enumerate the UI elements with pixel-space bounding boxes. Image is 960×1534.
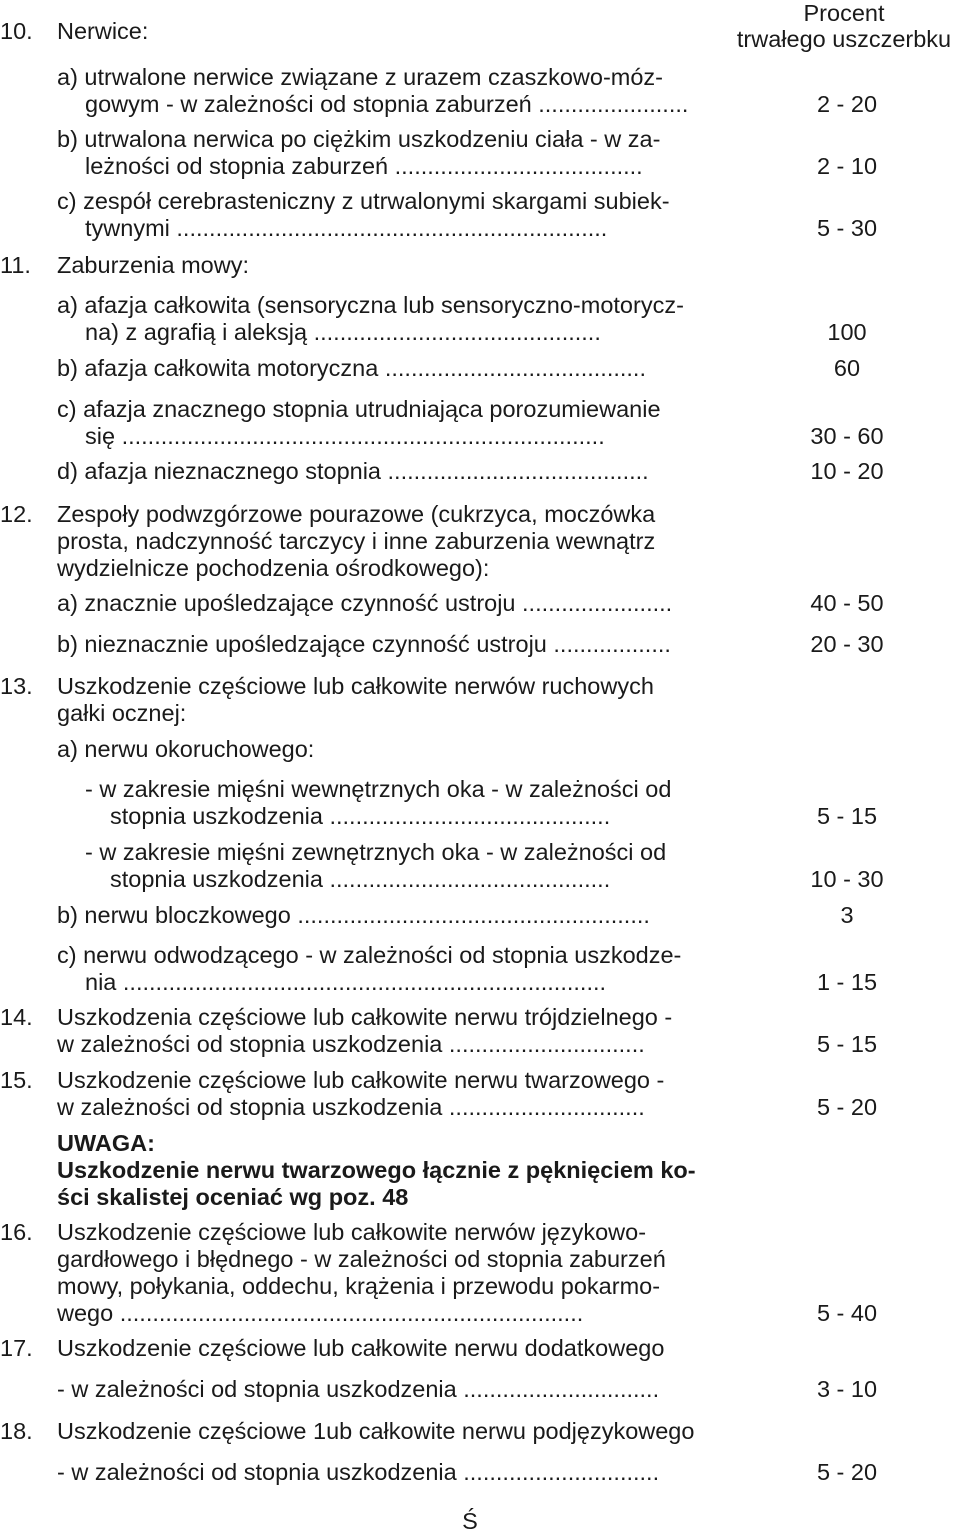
percent-value: 5 - 30 bbox=[816, 215, 878, 241]
item-text: prosta, nadczynność tarczycy i inne zaburzenia wewnątrz bbox=[57, 528, 656, 554]
item-number: 11. bbox=[0, 252, 31, 278]
item-text: a) nerwu okoruchowego: bbox=[57, 736, 315, 762]
item-text: - w zależności od stopnia uszkodzenia .............................. bbox=[57, 1459, 660, 1485]
item-text: gardłowego i błędnego - w zależności od stopnia zaburzeń bbox=[57, 1246, 666, 1272]
item-text: wydzielnicze pochodzenia ośrodkowego): bbox=[57, 555, 490, 581]
item-number: 16. bbox=[0, 1219, 33, 1245]
item-text: a) utrwalone nerwice związane z urazem czaszkowo-móz- bbox=[57, 64, 663, 90]
percent-value: 1 - 15 bbox=[816, 969, 878, 995]
item-text: c) afazja znacznego stopnia utrudniająca porozumiewanie bbox=[57, 396, 661, 422]
item-text: Uszkodzenie częściowe 1ub całkowite nerwu podjęzykowego bbox=[57, 1418, 695, 1444]
item-text: Uszkodzenie częściowe lub całkowite nerwów ruchowych bbox=[57, 673, 654, 699]
item-text: wego ....................................................................... bbox=[57, 1300, 584, 1326]
item-text: - w zależności od stopnia uszkodzenia .............................. bbox=[57, 1376, 660, 1402]
percent-value: 2 - 10 bbox=[816, 153, 878, 179]
percent-value: 10 - 20 bbox=[810, 458, 884, 484]
item-text: b) nieznacznie upośledzające czynność ustroju .................. bbox=[57, 631, 671, 657]
item-number: 10. bbox=[0, 18, 33, 44]
percent-value: 3 bbox=[840, 902, 854, 928]
item-text: c) zespół cerebrasteniczny z utrwalonymi skargami subiek- bbox=[57, 188, 670, 214]
column-header bbox=[728, 0, 960, 52]
note-title: UWAGA: bbox=[57, 1130, 155, 1156]
item-text: c) nerwu odwodzącego - w zależności od stopnia uszkodze- bbox=[57, 942, 682, 968]
item-text: a) znacznie upośledzające czynność ustroju ....................... bbox=[57, 590, 673, 616]
item-text: b) afazja całkowita motoryczna ........................................ bbox=[57, 355, 646, 381]
item-text: na) z agrafią i aleksją ............................................ bbox=[85, 319, 601, 345]
percent-value: 2 - 20 bbox=[816, 91, 878, 117]
percent-value: 5 - 20 bbox=[816, 1094, 878, 1120]
item-text: - w zakresie mięśni zewnętrznych oka - w zależności od bbox=[85, 839, 667, 865]
item-number: 13. bbox=[0, 673, 33, 699]
item-text: a) afazja całkowita (sensoryczna lub sensoryczno-motorycz- bbox=[57, 292, 684, 318]
item-text: b) nerwu bloczkowego ...................................................... bbox=[57, 902, 650, 928]
percent-value: 30 - 60 bbox=[810, 423, 884, 449]
item-text: w zależności od stopnia uszkodzenia .............................. bbox=[57, 1031, 645, 1057]
item-text: Uszkodzenia częściowe lub całkowite nerwu trójdzielnego - bbox=[57, 1004, 673, 1030]
item-number: 15. bbox=[0, 1067, 33, 1093]
percent-value: 10 - 30 bbox=[810, 866, 884, 892]
column-header-line1: Procent bbox=[803, 0, 885, 26]
item-title: Zaburzenia mowy: bbox=[57, 252, 249, 278]
percent-value: 40 - 50 bbox=[810, 590, 884, 616]
item-text: gowym - w zależności od stopnia zaburzeń ....................... bbox=[85, 91, 689, 117]
item-text: się .......................................................................... bbox=[85, 423, 605, 449]
item-number: 14. bbox=[0, 1004, 33, 1030]
percent-value: 100 bbox=[827, 319, 867, 345]
item-text: Uszkodzenie częściowe lub całkowite nerwu dodatkowego bbox=[57, 1335, 665, 1361]
item-title: Nerwice: bbox=[57, 18, 149, 44]
percent-value: 60 bbox=[833, 355, 861, 381]
item-text: tywnymi .................................................................. bbox=[85, 215, 608, 241]
note-text: Uszkodzenie nerwu twarzowego łącznie z pęknięciem ko- bbox=[57, 1157, 696, 1183]
item-text: nia .......................................................................... bbox=[85, 969, 607, 995]
percent-value: 5 - 40 bbox=[816, 1300, 878, 1326]
item-text: Uszkodzenie częściowe lub całkowite nerwów językowo- bbox=[57, 1219, 647, 1245]
item-text: stopnia uszkodzenia ........................................... bbox=[110, 866, 611, 892]
item-text: Uszkodzenie częściowe lub całkowite nerwu twarzowego - bbox=[57, 1067, 665, 1093]
percent-value: 5 - 15 bbox=[816, 803, 878, 829]
item-text: gałki ocznej: bbox=[57, 700, 187, 726]
item-text: stopnia uszkodzenia ........................................... bbox=[110, 803, 611, 829]
percent-value: 5 - 15 bbox=[816, 1031, 878, 1057]
item-number: 17. bbox=[0, 1335, 33, 1361]
item-number: 18. bbox=[0, 1418, 33, 1444]
column-header-line2: trwałego uszczerbku bbox=[736, 26, 952, 52]
item-text: leżności od stopnia zaburzeń ...................................... bbox=[85, 153, 643, 179]
item-text: mowy, połykania, oddechu, krążenia i przewodu pokarmo- bbox=[57, 1273, 661, 1299]
item-number: 12. bbox=[0, 501, 33, 527]
percent-value: 5 - 20 bbox=[816, 1459, 878, 1485]
item-text: w zależności od stopnia uszkodzenia .............................. bbox=[57, 1094, 645, 1120]
note-text: ści skalistej oceniać wg poz. 48 bbox=[57, 1184, 409, 1210]
item-text: - w zakresie mięśni wewnętrznych oka - w zależności od bbox=[85, 776, 672, 802]
percent-value: 3 - 10 bbox=[816, 1376, 878, 1402]
footer-mark: Ś bbox=[462, 1508, 478, 1534]
item-text: b) utrwalona nerwica po ciężkim uszkodzeniu ciała - w za- bbox=[57, 126, 661, 152]
percent-value: 20 - 30 bbox=[810, 631, 884, 657]
item-text: d) afazja nieznacznego stopnia ........................................ bbox=[57, 458, 649, 484]
item-text: Zespoły podwzgórzowe pourazowe (cukrzyca, moczówka bbox=[57, 501, 656, 527]
